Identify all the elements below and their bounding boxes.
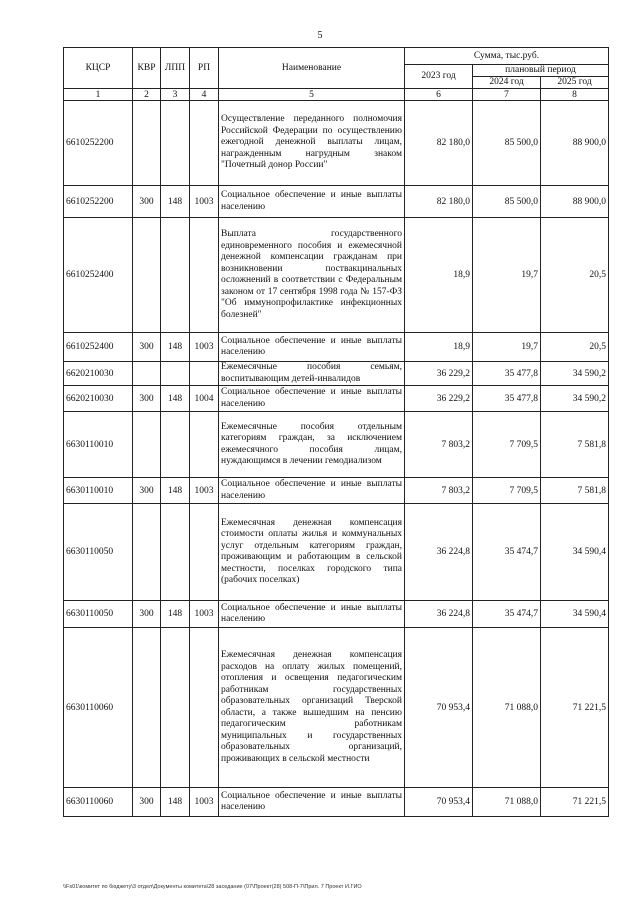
header-kcsr: КЦСР: [64, 48, 133, 89]
rp-cell: 1003: [190, 788, 219, 817]
col-number: 8: [541, 89, 609, 101]
name-cell: Ежемесячные пособия отдельным категориям граждан, за исключением ежемесячного пособия лицам, нуждающимся в лечении гемодиализом: [219, 412, 405, 478]
header-kvr: КВР: [133, 48, 161, 89]
lpp-cell: 148: [161, 601, 190, 628]
lpp-cell: [161, 101, 190, 186]
table-header: [64, 48, 609, 101]
col-number: 3: [161, 89, 190, 101]
amount-2024-cell: 35 474,7: [473, 504, 541, 601]
table-row: [64, 628, 609, 788]
amount-2025-cell: 34 590,4: [541, 504, 609, 601]
lpp-cell: [161, 628, 190, 788]
kvr-cell: 300: [133, 788, 161, 817]
amount-2024-cell: 71 088,0: [473, 788, 541, 817]
kvr-cell: 300: [133, 186, 161, 218]
amount-2023-cell: 82 180,0: [405, 186, 473, 218]
table-row: [64, 601, 609, 628]
lpp-cell: 148: [161, 386, 190, 412]
header-year-2025: 2025 год: [541, 77, 609, 89]
table-row: [64, 478, 609, 504]
amount-2024-cell: 19,7: [473, 218, 541, 333]
name-cell: Социальное обеспечение и иные выплаты населению: [219, 788, 405, 817]
amount-2023-cell: 70 953,4: [405, 628, 473, 788]
name-cell: Ежемесячная денежная компенсация стоимости оплаты жилья и коммунальных услуг отдельным категориям граждан, проживающим и работающим в сельской местности, поселках городского типа (рабочих поселках): [219, 504, 405, 601]
table-row: [64, 333, 609, 362]
kvr-cell: 300: [133, 478, 161, 504]
kvr-cell: [133, 504, 161, 601]
amount-2024-cell: 85 500,0: [473, 186, 541, 218]
kcsr-cell: 6610252200: [64, 186, 133, 218]
header-planned-period: плановый период: [473, 65, 609, 77]
lpp-cell: 148: [161, 333, 190, 362]
rp-cell: [190, 628, 219, 788]
lpp-cell: 148: [161, 186, 190, 218]
rp-cell: [190, 218, 219, 333]
kvr-cell: [133, 218, 161, 333]
col-number: 2: [133, 89, 161, 101]
amount-2025-cell: 88 900,0: [541, 101, 609, 186]
amount-2025-cell: 20,5: [541, 218, 609, 333]
kcsr-cell: 6610252200: [64, 101, 133, 186]
kcsr-cell: 6610252400: [64, 218, 133, 333]
kvr-cell: [133, 101, 161, 186]
name-cell: Осуществление переданного полномочия Российской Федерации по осуществлению ежегодной денежной выплаты лицам, награжденным нагрудным знаком "Почетный донор России": [219, 101, 405, 186]
rp-cell: 1003: [190, 186, 219, 218]
rp-cell: [190, 362, 219, 386]
amount-2023-cell: 7 803,2: [405, 478, 473, 504]
header-rp: РП: [190, 48, 219, 89]
name-cell: Ежемесячные пособия семьям, воспитывающим детей-инвалидов: [219, 362, 405, 386]
col-number: 7: [473, 89, 541, 101]
amount-2023-cell: 36 229,2: [405, 386, 473, 412]
header-year-2024: 2024 год: [473, 77, 541, 89]
amount-2025-cell: 34 590,4: [541, 601, 609, 628]
col-number: 5: [219, 89, 405, 101]
amount-2025-cell: 34 590,2: [541, 362, 609, 386]
amount-2025-cell: 7 581,8: [541, 478, 609, 504]
kvr-cell: 300: [133, 601, 161, 628]
amount-2023-cell: 70 953,4: [405, 788, 473, 817]
amount-2023-cell: 36 229,2: [405, 362, 473, 386]
amount-2025-cell: 34 590,2: [541, 386, 609, 412]
rp-cell: 1003: [190, 478, 219, 504]
rp-cell: 1004: [190, 386, 219, 412]
amount-2024-cell: 7 709,5: [473, 478, 541, 504]
amount-2024-cell: 35 477,8: [473, 362, 541, 386]
kvr-cell: [133, 362, 161, 386]
amount-2025-cell: 7 581,8: [541, 412, 609, 478]
table-row: [64, 186, 609, 218]
amount-2023-cell: 36 224,8: [405, 504, 473, 601]
name-cell: Выплата государственного единовременного пособия и ежемесячной денежной компенсации гражданам при возникновении поствакцинальных осложнений в соответствии с Федеральным законом от 17 сентября 1998 года № 157-ФЗ "Об иммунопрофилактике инфекционных болезней": [219, 218, 405, 333]
amount-2023-cell: 7 803,2: [405, 412, 473, 478]
file-path-footer: \\Fs01\комитет по бюджету\3 отдел\Документы комитета\28 заседание (07\Проект(28) 508-П-7\Прил. 7 Проект И.ГИО: [63, 884, 362, 890]
amount-2025-cell: 71 221,5: [541, 628, 609, 788]
column-number-row: [64, 89, 609, 101]
col-number: 1: [64, 89, 133, 101]
kcsr-cell: 6620210030: [64, 386, 133, 412]
amount-2024-cell: 35 477,8: [473, 386, 541, 412]
kvr-cell: [133, 412, 161, 478]
kcsr-cell: 6630110060: [64, 788, 133, 817]
col-number: 6: [405, 89, 473, 101]
kcsr-cell: 6630110010: [64, 412, 133, 478]
name-cell: Ежемесячная денежная компенсация расходов на оплату жилых помещений, отопления и освещения педагогическим работникам государственных образовательных организаций Тверской области, а также вышедшим на пенсию педагогическим работникам муниципальных и государственных образовательных организаций, проживающих в сельской местности: [219, 628, 405, 788]
kcsr-cell: 6630110050: [64, 504, 133, 601]
amount-2023-cell: 18,9: [405, 218, 473, 333]
amount-2024-cell: 71 088,0: [473, 628, 541, 788]
amount-2024-cell: 7 709,5: [473, 412, 541, 478]
header-year-2023: 2023 год: [405, 65, 473, 89]
kcsr-cell: 6630110050: [64, 601, 133, 628]
name-cell: Социальное обеспечение и иные выплаты населению: [219, 186, 405, 218]
lpp-cell: [161, 362, 190, 386]
name-cell: Социальное обеспечение и иные выплаты населению: [219, 386, 405, 412]
lpp-cell: [161, 504, 190, 601]
lpp-cell: [161, 412, 190, 478]
table-row: [64, 788, 609, 817]
rp-cell: 1003: [190, 601, 219, 628]
kcsr-cell: 6630110060: [64, 628, 133, 788]
kcsr-cell: 6620210030: [64, 362, 133, 386]
rp-cell: [190, 101, 219, 186]
page-number: 5: [317, 30, 323, 41]
table-row: [64, 412, 609, 478]
header-sum: Сумма, тыс.руб.: [405, 48, 609, 65]
amount-2025-cell: 71 221,5: [541, 788, 609, 817]
amount-2025-cell: 88 900,0: [541, 186, 609, 218]
rp-cell: [190, 504, 219, 601]
name-cell: Социальное обеспечение и иные выплаты населению: [219, 478, 405, 504]
kvr-cell: [133, 628, 161, 788]
table-row: [64, 504, 609, 601]
lpp-cell: 148: [161, 788, 190, 817]
table-row: [64, 101, 609, 186]
amount-2024-cell: 35 474,7: [473, 601, 541, 628]
name-cell: Социальное обеспечение и иные выплаты населению: [219, 601, 405, 628]
budget-table: [63, 47, 609, 817]
lpp-cell: [161, 218, 190, 333]
lpp-cell: 148: [161, 478, 190, 504]
amount-2023-cell: 36 224,8: [405, 601, 473, 628]
table-row: [64, 218, 609, 333]
header-name: Наименование: [219, 48, 405, 89]
header-lpp: ЛПП: [161, 48, 190, 89]
amount-2023-cell: 18,9: [405, 333, 473, 362]
rp-cell: [190, 412, 219, 478]
kcsr-cell: 6630110010: [64, 478, 133, 504]
table-row: [64, 386, 609, 412]
amount-2025-cell: 20,5: [541, 333, 609, 362]
kvr-cell: 300: [133, 386, 161, 412]
name-cell: Социальное обеспечение и иные выплаты населению: [219, 333, 405, 362]
kvr-cell: 300: [133, 333, 161, 362]
rp-cell: 1003: [190, 333, 219, 362]
amount-2024-cell: 85 500,0: [473, 101, 541, 186]
amount-2024-cell: 19,7: [473, 333, 541, 362]
col-number: 4: [190, 89, 219, 101]
kcsr-cell: 6610252400: [64, 333, 133, 362]
table-body: [64, 101, 609, 817]
table-row: [64, 362, 609, 386]
amount-2023-cell: 82 180,0: [405, 101, 473, 186]
